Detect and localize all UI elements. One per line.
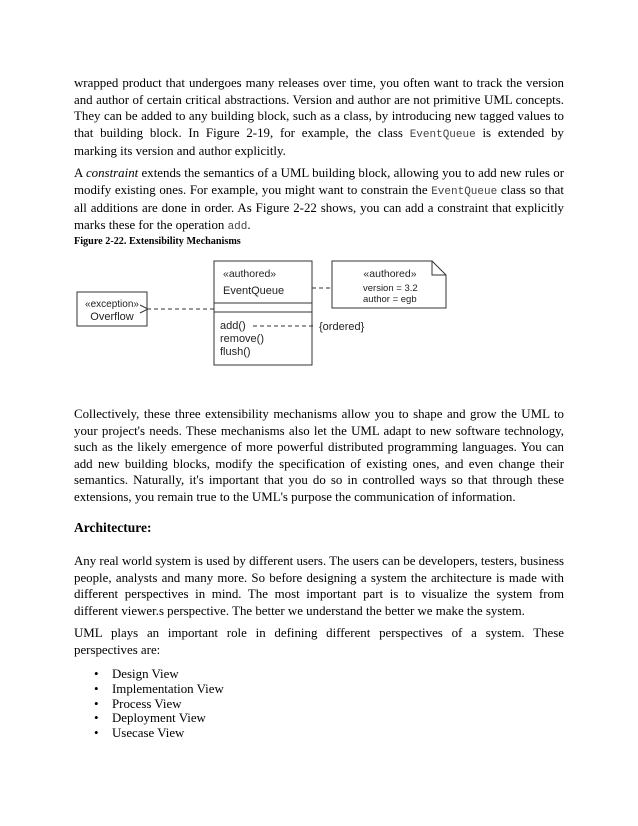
section-heading-architecture: Architecture: [74, 520, 152, 535]
note-stereotype: «authored» [363, 268, 417, 280]
paragraph-tagged-values [74, 75, 564, 160]
code-eventqueue: EventQueue [409, 128, 476, 141]
authored-note [332, 261, 446, 308]
list-item: • Usecase View [94, 726, 224, 741]
views-list [94, 667, 224, 741]
para1-text1: wrapped product that undergoes many releases over time, you often want to track the version and author of certain critical abstractions. Version and author are not primitive UML concepts. They can be added to any building block, such as a class, by introducing new tagged values to that building block. In Figure 2-19, for example, the class [74, 76, 564, 140]
exception-stereotype: «exception» [85, 299, 139, 310]
note-author: author = egb [363, 294, 417, 305]
class-stereotype: «authored» [223, 268, 277, 280]
exception-overflow-box [77, 292, 147, 326]
code-eventqueue-2: EventQueue [431, 185, 498, 198]
operation-add: add() [220, 320, 246, 332]
paragraph-collectively: Collectively, these three extensibility mechanisms allow you to shape and grow the UML to your project's needs. These mechanisms also let the UML adapt to new software technology, such as the likely emergence of more powerful distributed programming languages. You can add new building blocks, modify the specification of existing ones, and even change their semantics. Naturally, it's important that you do so in controlled ways so that through these extensions, you remain true to the UML's purpose the communication of information. [74, 407, 564, 504]
list-item: • Implementation View [94, 682, 224, 697]
code-add: add [227, 220, 248, 233]
para2-text3: class so that all additions are done in order. As Figure 2-22 shows, you can add a constraint that explicitly marks these for the operation [74, 182, 564, 232]
uml-extensibility-diagram [70, 256, 570, 368]
paragraph-real-world-system: Any real world system is used by different users. The users can be developers, testers, business people, analysts and many more. So before designing a system the architecture is made with different perspectives in mind. The most important part is to visualize the system from different viewer.s perspective. The better we understand the better we make the system. [74, 554, 564, 618]
para2-text2: extends the semantics of a UML building block, allowing you to add new rules or modify existing ones. For example, you might want to constrain the [74, 166, 564, 197]
list-item: • Deployment View [94, 711, 224, 726]
operation-flush: flush() [220, 346, 251, 358]
para1-text2: is extended by marking its version and author explicitly. [74, 125, 565, 158]
note-version: version = 3.2 [363, 283, 418, 294]
constraint-ordered: {ordered} [319, 321, 365, 333]
para2-text4: . [247, 217, 251, 232]
class-name: EventQueue [223, 285, 285, 297]
para2-text1: A [74, 166, 86, 180]
eventqueue-class-box [214, 261, 312, 365]
list-item: • Design View [94, 667, 224, 682]
paragraph-constraint [74, 165, 564, 235]
list-item: • Process View [94, 697, 224, 712]
exception-name: Overflow [90, 311, 134, 323]
figure-caption: Figure 2-22. Extensibility Mechanisms [74, 236, 241, 247]
operation-remove: remove() [220, 333, 265, 345]
constraint-term: constraint [85, 166, 139, 180]
paragraph-perspectives: UML plays an important role in defining different perspectives of a system. These perspectives are: [74, 626, 564, 657]
